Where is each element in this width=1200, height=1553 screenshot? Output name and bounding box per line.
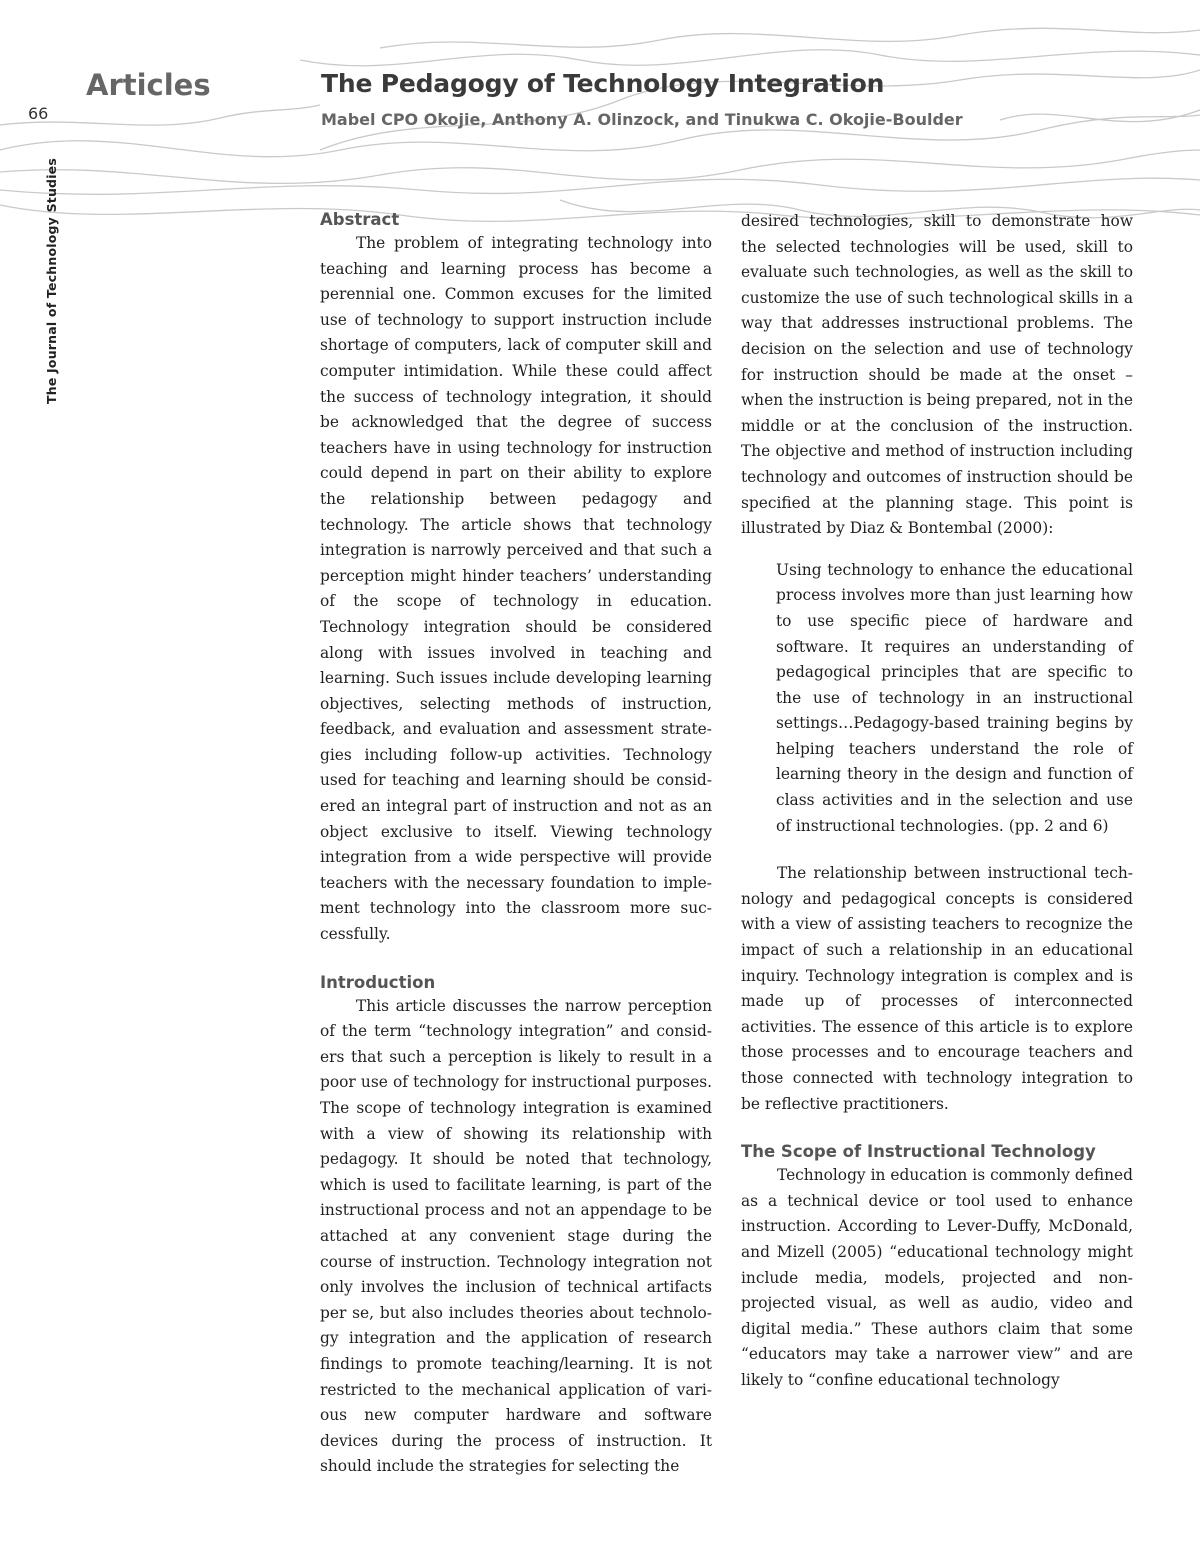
scope-paragraph: Technology in education is commonly defined as a technical device or tool used to enhance instruction. According to Lever-Duffy, McDonald, and Mizell (2005) “educational technology might include media, models, projected and non-projected visual, as well as audio, video and digital media.” These authors claim that some “educators may take a narrower view” and are likely to “confine educational technology [741, 1166, 1133, 1389]
abstract-heading: Abstract [320, 210, 400, 229]
section-label: Articles [86, 68, 211, 102]
introduction-paragraph: This article discusses the narrow perception of the term “technology integration” and considers that such a perception is likely to result in a poor use of technology for instructional purposes. The scope of technology integration is examined with a view of showing its relationship with pedagogy. It should be noted that technology, which is used to facilitate learning, is part of the instructional process and not an appendage to be attached at any convenient stage during the course of instruction. Technology integration not only involves the inclusion of technical artifacts per se, but also includes theories about technology integration and the application of research findings to promote teaching/learning. It is not restricted to the mechanical application of various new computer hardware and software devices during the process of instruction. It should include the strategies for selecting the [320, 996, 712, 1476]
relationship-paragraph: The relationship between instructional technology and pedagogical concepts is considered with a view of assisting teachers to recognize the impact of such a relationship in an educational inquiry. Technology integration is complex and is made up of processes of interconnected activities. The essence of this article is to explore those processes and to encourage teachers and those connected with technology integration to be reflective practitioners. [741, 864, 1133, 1113]
continued-paragraph: desired technologies, skill to demonstrate how the selected technologies will be used, skill to evaluate such technologies, as well as the skill to customize the use of such technological skills in a way that addresses instructional problems. The decision on the selection and use of technology for instruction should be made at the onset – when the instruction is being prepared, not in the middle or at the conclusion of the instruction. The objective and method of instruction including technology and outcomes of instruction should be specified at the planning stage. This point is illustrated by Diaz & Bontembal (2000): [741, 212, 1133, 538]
scope-heading: The Scope of Instructional Technology [741, 1142, 1096, 1162]
right-column [741, 209, 1133, 1394]
abstract-paragraph: The problem of integrating technology into teaching and learning process has become a perennial one. Common excuses for the limited use of technology to support instruction include shortage of computers, lack of computer skill and computer intimidation. While these could affect the success of technology integration, it should be acknowledged that the degree of success teachers have in using technology for instruction could depend in part on their ability to explore the relationship between pedagogy and technology. The article shows that technology integration is narrowly perceived and that such a perception might hinder teachers’ understanding of the scope of technology in education. Technology integration should be considered along with issues involved in teaching and learning. Such issues include developing learning objectives, selecting methods of instruction, feedback, and evaluation and assessment strategies including follow-up activities. Technology used for teaching and learning should be considered an integral part of instruction and not as an object exclusive to itself. Viewing technology integration from a wide perspective will provide teachers with the necessary foundation to implement technology into the classroom more successfully. [320, 234, 712, 944]
introduction-heading: Introduction [320, 972, 436, 992]
article-title: The Pedagogy of Technology Integration [321, 69, 885, 98]
page-number: 66 [28, 104, 49, 123]
left-column [320, 209, 712, 1480]
block-quote: Using technology to enhance the educational process involves more than just learning how to use specific piece of hardware and software. It requires an understanding of pedagogical principles that are specific to the use of technology in an instructional settings…Pedagogy-based training begins by helping teachers understand the role of learning theory in the design and function of class activities and in the selection and use of instructional technologies. (pp. 2 and 6) [776, 560, 1133, 835]
article-authors: Mabel CPO Okojie, Anthony A. Olinzock, and Tinukwa C. Okojie-Boulder [321, 110, 963, 129]
journal-name-vertical: The Journal of Technology Studies [44, 158, 59, 404]
